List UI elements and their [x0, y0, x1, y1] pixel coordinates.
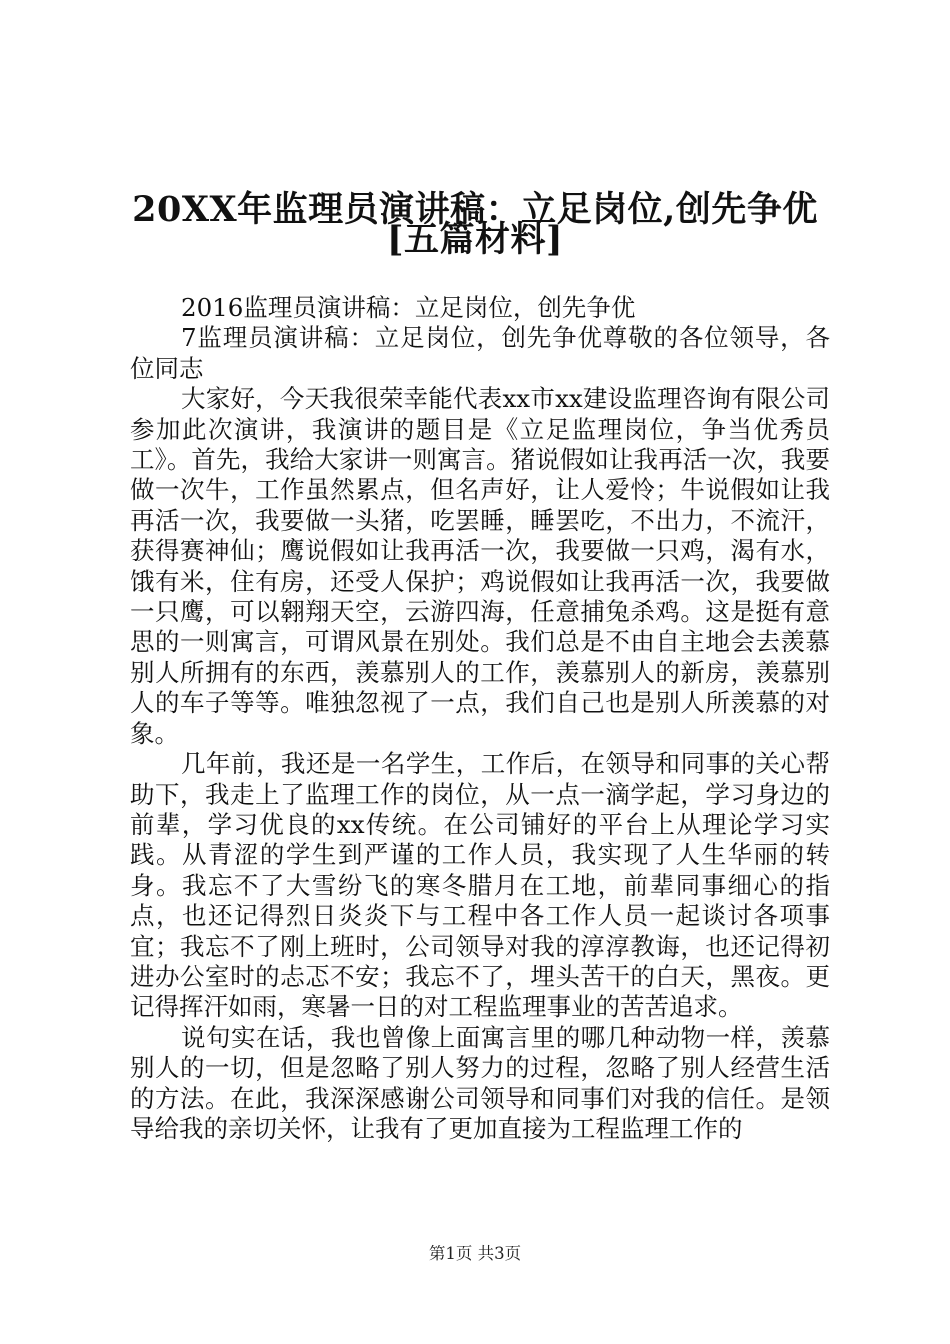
body-paragraph: 几年前，我还是一名学生，工作后，在领导和同事的关心帮助下，我走上了监理工作的岗位，从一点一滴学起，学习身边的前辈，学习优良的xx传统。在公司铺好的平台上从理论学习实践。从青涩的学生到严谨的工作人员，我实现了人生华丽的转身。我忘不了大雪纷飞的寒冬腊月在工地，前辈同事细心的指点，也还记得烈日炎炎下与工程中各工作人员一起谈讨各项事宜；我忘不了刚上班时，公司领导对我的淳淳教诲，也还记得初进办公室时的忐忑不安；我忘不了，埋头苦干的白天，黑夜。更记得挥汗如雨，寒暑一日的对工程监理事业的苦苦追求。: [130, 749, 830, 1022]
subtitle-paragraph: 2016监理员演讲稿：立足岗位，创先争优: [181, 293, 636, 322]
body-paragraph: 大家好，今天我很荣幸能代表xx市xx建设监理咨询有限公司参加此次演讲，我演讲的题目是《立足监理岗位，争当优秀员工》。首先，我给大家讲一则寓言。猪说假如让我再活一次，我要做一次牛，工作虽然累点，但名声好，让人爱怜；牛说假如让我再活一次，我要做一头猪，吃罢睡，睡罢吃，不出力，不流汗，获得赛神仙；鹰说假如让我再活一次，我要做一只鸡，渴有水，饿有米，住有房，还受人保护；鸡说假如让我再活一次，我要做一只鹰，可以翱翔天空，云游四海，任意捕兔杀鸡。这是挺有意思的一则寓言，可谓风景在别处。我们总是不由自主地会去羡慕别人所拥有的东西，羡慕别人的工作，羡慕别人的新房，羡慕别人的车子等等。唯独忽视了一点，我们自己也是别人所羡慕的对象。: [130, 384, 830, 748]
document-title: 20XX年监理员演讲稿：立足岗位,创先争优: [132, 189, 818, 230]
document-title-continued: [五篇材料]: [386, 219, 564, 260]
body-paragraph: 说句实在话，我也曾像上面寓言里的哪几种动物一样，羡慕别人的一切，但是忽略了别人努力的过程，忽略了别人经营生活的方法。在此，我深深感谢公司领导和同事们对我的信任。是领导给我的亲切关怀，让我有了更加直接为工程监理工作的: [130, 1022, 830, 1143]
document-body: [130, 293, 830, 1144]
greeting-paragraph: 7监理员演讲稿：立足岗位，创先争优尊敬的各位领导，各位同志: [130, 323, 830, 383]
page-number-footer: 第1页 共3页: [428, 1244, 522, 1263]
